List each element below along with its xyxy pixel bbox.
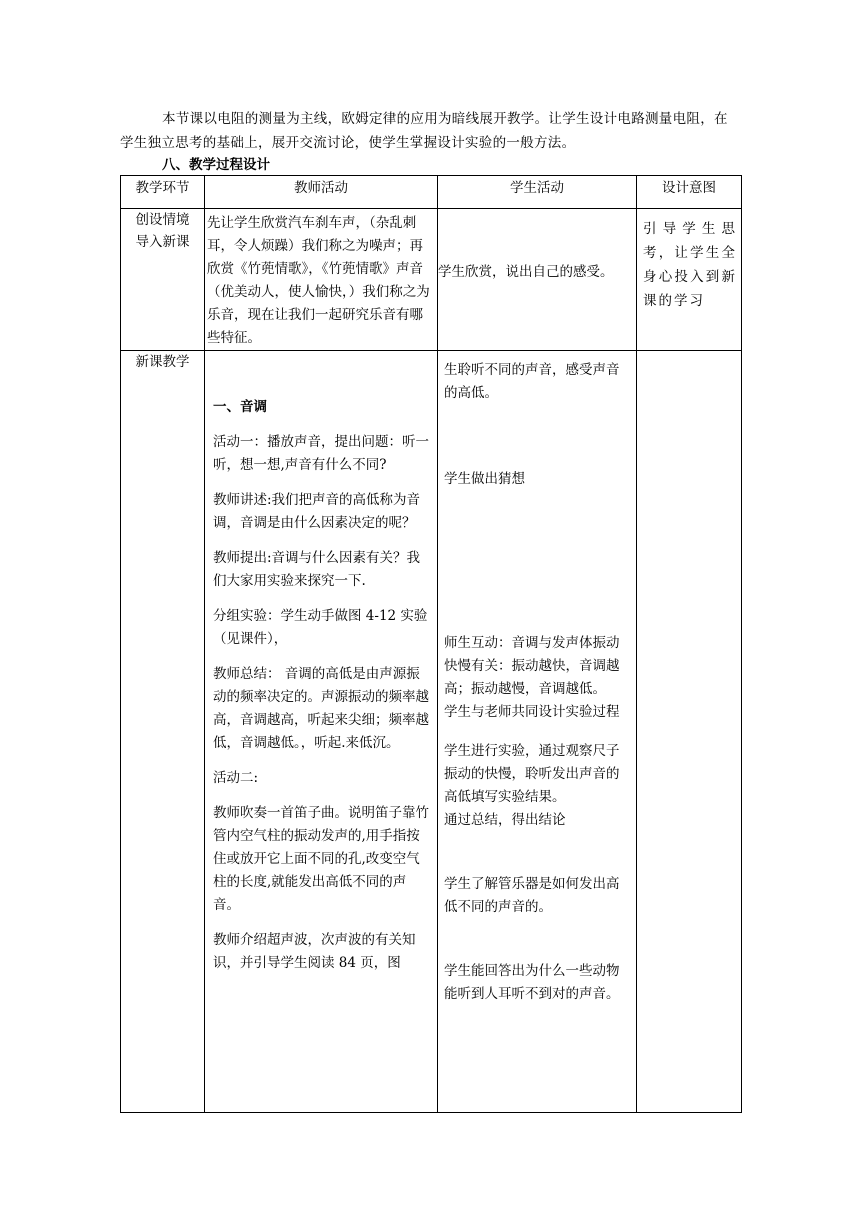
activity-two-text: 活动二: <box>213 770 259 786</box>
teacher-student-interaction-text: 师生互动：音调与发声体振动快慢有关：振动越快，音调越高；振动越慢，音调越低。 <box>444 635 620 697</box>
student-experiment-text: 学生进行实验，通过观察尺子振动的快慢，聆听发出声音的高低填写实验结果。 <box>444 743 620 805</box>
student-design-text: 学生与老师共同设计实验过程 <box>444 704 620 720</box>
teaching-process-table <box>120 175 742 1113</box>
design-intent-cell <box>637 351 742 1113</box>
stage-cell <box>121 209 205 351</box>
student-listen-text: 生聆听不同的声音，感受声音的高低。 <box>444 362 620 401</box>
intro-paragraph: 本节课以电阻的测量为主线，欧姆定律的应用为暗线展开教学。让学生设计电路测量电阻，在学生独立思考的基础上，展开交流讨论，使学生掌握设计实验的一般方法。 <box>120 111 728 151</box>
student-animal-hearing-text: 学生能回答出为什么一些动物能听到人耳听不到对的声音。 <box>444 963 620 1002</box>
group-experiment-text: 分组实验：学生动手做图 4-12 实验（见课件）， <box>213 608 428 647</box>
ultrasound-intro-text: 教师介绍超声波，次声波的有关知识，并引导学生阅读 84 页，图 <box>213 932 416 971</box>
table-row <box>121 209 742 351</box>
flute-demo-text: 教师吹奏一首笛子曲。说明笛子靠竹管内空气柱的振动发声的,用手指按住或放开它上面不同的孔,改变空气柱的长度,就能发出高低不同的声音。 <box>213 805 429 913</box>
student-activity-cell <box>438 351 637 1113</box>
student-conclusion-text: 通过总结，得出结论 <box>444 812 566 828</box>
teacher-explain-text: 教师讲述:我们把声音的高低称为音调，音调是由什么因素决定的呢？ <box>213 492 421 531</box>
section-heading: 八、教学过程设计 <box>162 157 270 173</box>
header-student: 学生活动 <box>438 176 637 209</box>
student-activity-text: 学生欣赏，说出自己的感受。 <box>438 264 614 280</box>
stage-label: 新课教学 <box>135 354 190 370</box>
stage-label-line1: 创设情境 <box>135 212 190 228</box>
teacher-ask-text: 教师提出:音调与什么因素有关？我们大家用实验来探究一下. <box>213 550 421 589</box>
header-teacher: 教师活动 <box>205 176 438 209</box>
design-intent-text: 引导学生思考，让学生全身心投入到新课的学习 <box>643 221 737 309</box>
activity-one-text: 活动一：播放声音，提出问题：听一听，想一想,声音有什么不同? <box>213 434 429 473</box>
student-wind-instrument-text: 学生了解管乐器是如何发出高低不同的声音的。 <box>444 876 620 915</box>
design-intent-text <box>637 351 741 359</box>
stage-cell <box>121 351 205 1113</box>
teacher-activity-text: 先让学生欣赏汽车刹车声，（杂乱刺耳，令人烦躁）我们称之为噪声；再欣赏《竹蔸情歌》，《竹蔸情歌》声音（优美动人，使人愉快，）我们称之为乐音，现在让我们一起研究乐音有哪些特征。 <box>207 215 430 346</box>
header-stage: 教学环节 <box>121 176 205 209</box>
student-guess-text: 学生做出猜想 <box>444 471 525 487</box>
student-activity-cell <box>438 209 637 351</box>
stage-label-line2: 导入新课 <box>135 234 190 250</box>
design-intent-cell <box>637 209 742 351</box>
subtitle-pitch: 一、音调 <box>213 399 267 415</box>
header-intent: 设计意图 <box>637 176 742 209</box>
table-row <box>121 351 742 1113</box>
teacher-activity-cell <box>205 351 438 1113</box>
teacher-summary-text: 教师总结： 音调的高低是由声源振动的频率决定的。声源振动的频率越高，音调越高，听起来尖细；频率越低，音调越低。，听起.来低沉。 <box>213 666 429 751</box>
table-header-row <box>121 176 742 209</box>
teacher-activity-cell <box>205 209 438 351</box>
